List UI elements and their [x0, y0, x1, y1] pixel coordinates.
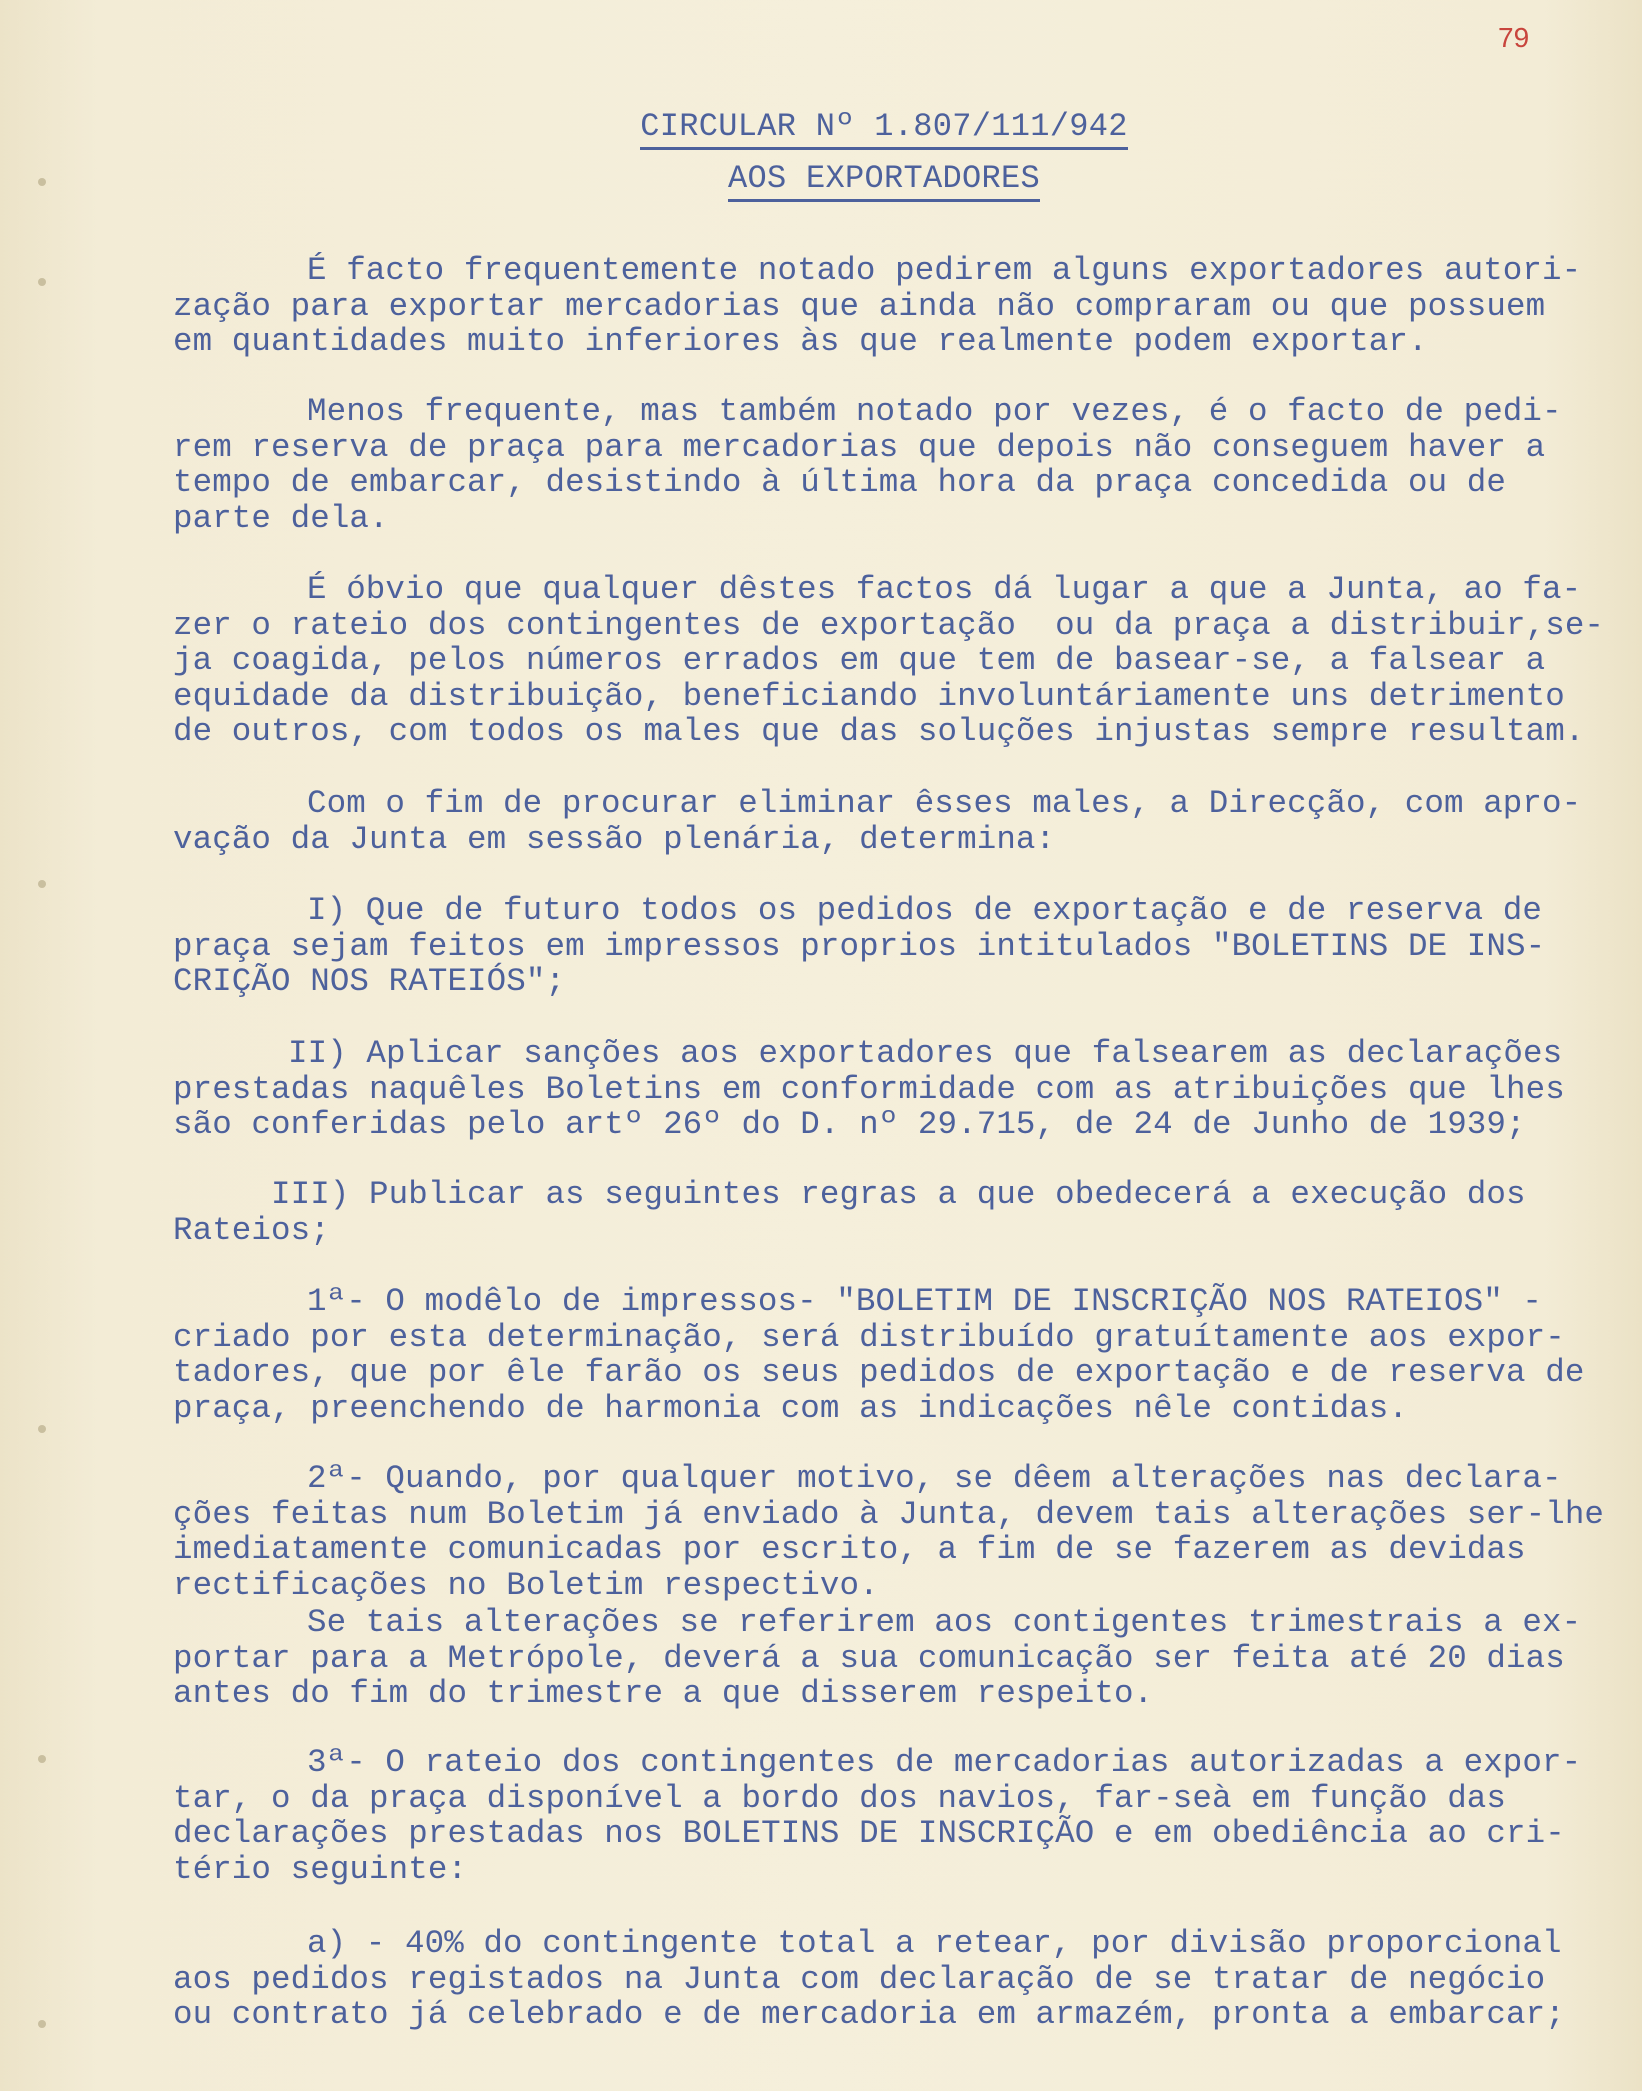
paragraph: [173, 893, 1613, 1000]
text-line: zação para exportar mercadorias que ainda não compraram ou que possuem: [173, 287, 1546, 325]
text-line: CRIÇÃO NOS RATEIÓS";: [173, 963, 566, 1001]
text-line: rem reserva de praça para mercadorias que depois não conseguem haver a: [173, 428, 1546, 466]
paragraph: [173, 394, 1613, 536]
binder-hole: [38, 1425, 46, 1433]
text-line: rectificações no Boletim respectivo.: [173, 1566, 879, 1604]
text-line: tempo de embarcar, desistindo à última hora da praça concedida ou de: [173, 464, 1507, 502]
circular-subtitle: [0, 160, 1642, 197]
text-line: são conferidas pelo artº 26º do D. nº 29.715, de 24 de Junho de 1939;: [173, 1106, 1526, 1144]
paragraph: [173, 1605, 1613, 1712]
text-line: É facto frequentemente notado pedirem alguns exportadores autori-: [307, 252, 1582, 289]
paragraph: [173, 786, 1613, 857]
binder-hole: [38, 178, 46, 186]
text-line: prestadas naquêles Boletins em conformidade com as atribuições que lhes: [173, 1070, 1565, 1108]
text-line: tadores, que por êle farão os seus pedidos de exportação e de reserva de: [173, 1354, 1585, 1392]
text-line: III) Publicar as seguintes regras a que obedecerá a execução dos: [271, 1176, 1526, 1213]
text-line: Se tais alterações se referirem aos contigentes trimestrais a ex-: [307, 1604, 1582, 1641]
paragraph: [173, 1177, 1613, 1248]
binder-hole: [38, 1755, 46, 1763]
text-line: zer o rateio dos contingentes de exportação ou da praça a distribuir,se-: [173, 606, 1605, 644]
text-line: criado por esta determinação, será distribuído gratuítamente aos expor-: [173, 1318, 1565, 1356]
text-line: praça sejam feitos em impressos proprios intitulados "BOLETINS DE INS-: [173, 927, 1546, 965]
binder-hole: [38, 278, 46, 286]
text-line: É óbvio que qualquer dêstes factos dá lugar a que a Junta, ao fa-: [307, 571, 1582, 608]
text-line: Rateios;: [173, 1211, 330, 1249]
text-line: parte dela.: [173, 499, 389, 537]
circular-title-text: CIRCULAR Nº 1.807/111/942: [640, 108, 1128, 150]
text-line: ja coagida, pelos números errados em que tem de basear-se, a falsear a: [173, 642, 1546, 680]
text-line: imediatamente comunicadas por escrito, a fim de se fazerem as devidas: [173, 1531, 1526, 1569]
text-line: declarações prestadas nos BOLETINS DE INSCRIÇÃO e em obediência ao cri-: [173, 1815, 1565, 1853]
binder-hole: [38, 880, 46, 888]
text-line: 2ª- Quando, por qualquer motivo, se dêem alterações nas declara-: [307, 1460, 1562, 1497]
text-line: Menos frequente, mas também notado por vezes, é o facto de pedi-: [307, 393, 1562, 430]
text-line: I) Que de futuro todos os pedidos de exportação e de reserva de: [307, 892, 1542, 929]
text-line: 3ª- O rateio dos contingentes de mercadorias autorizadas a expor-: [307, 1744, 1582, 1781]
text-line: ções feitas num Boletim já enviado à Junta, devem tais alterações ser-lhe: [173, 1495, 1605, 1533]
paragraph: [173, 1461, 1613, 1603]
text-line: a) - 40% do contingente total a retear, por divisão proporcional: [307, 1925, 1562, 1962]
text-line: de outros, com todos os males que das soluções injustas sempre resultam.: [173, 713, 1585, 751]
paragraph: [173, 572, 1613, 750]
text-line: aos pedidos registados na Junta com declaração de se tratar de negócio: [173, 1960, 1546, 1998]
text-line: antes do fim do trimestre a que disserem respeito.: [173, 1675, 1154, 1713]
paragraph: [173, 1926, 1613, 2033]
text-line: tar, o da praça disponível a bordo dos navios, far-seà em função das: [173, 1779, 1507, 1817]
page-number: 79: [1498, 22, 1530, 53]
text-line: em quantidades muito inferiores às que realmente podem exportar.: [173, 323, 1428, 361]
binder-hole: [38, 2020, 46, 2028]
paragraph: [173, 1745, 1613, 1887]
text-line: vação da Junta em sessão plenária, determina:: [173, 820, 1056, 858]
text-line: Com o fim de procurar eliminar êsses males, a Direcção, com apro-: [307, 785, 1582, 822]
text-line: tério seguinte:: [173, 1850, 468, 1888]
text-line: portar para a Metrópole, deverá a sua comunicação ser feita até 20 dias: [173, 1639, 1565, 1677]
text-line: praça, preenchendo de harmonia com as indicações nêle contidas.: [173, 1389, 1408, 1427]
circular-subtitle-text: AOS EXPORTADORES: [728, 160, 1040, 202]
circular-title: [0, 108, 1642, 145]
text-line: 1ª- O modêlo de impressos- "BOLETIM DE INSCRIÇÃO NOS RATEIOS" -: [307, 1283, 1542, 1320]
paragraph: [173, 1036, 1613, 1143]
text-line: II) Aplicar sanções aos exportadores que falsearem as declarações: [288, 1035, 1563, 1072]
paragraph: [173, 1284, 1613, 1426]
text-line: equidade da distribuição, beneficiando involuntáriamente uns detrimento: [173, 677, 1565, 715]
paragraph: [173, 253, 1613, 360]
text-line: ou contrato já celebrado e de mercadoria em armazém, pronta a embarcar;: [173, 1996, 1565, 2034]
